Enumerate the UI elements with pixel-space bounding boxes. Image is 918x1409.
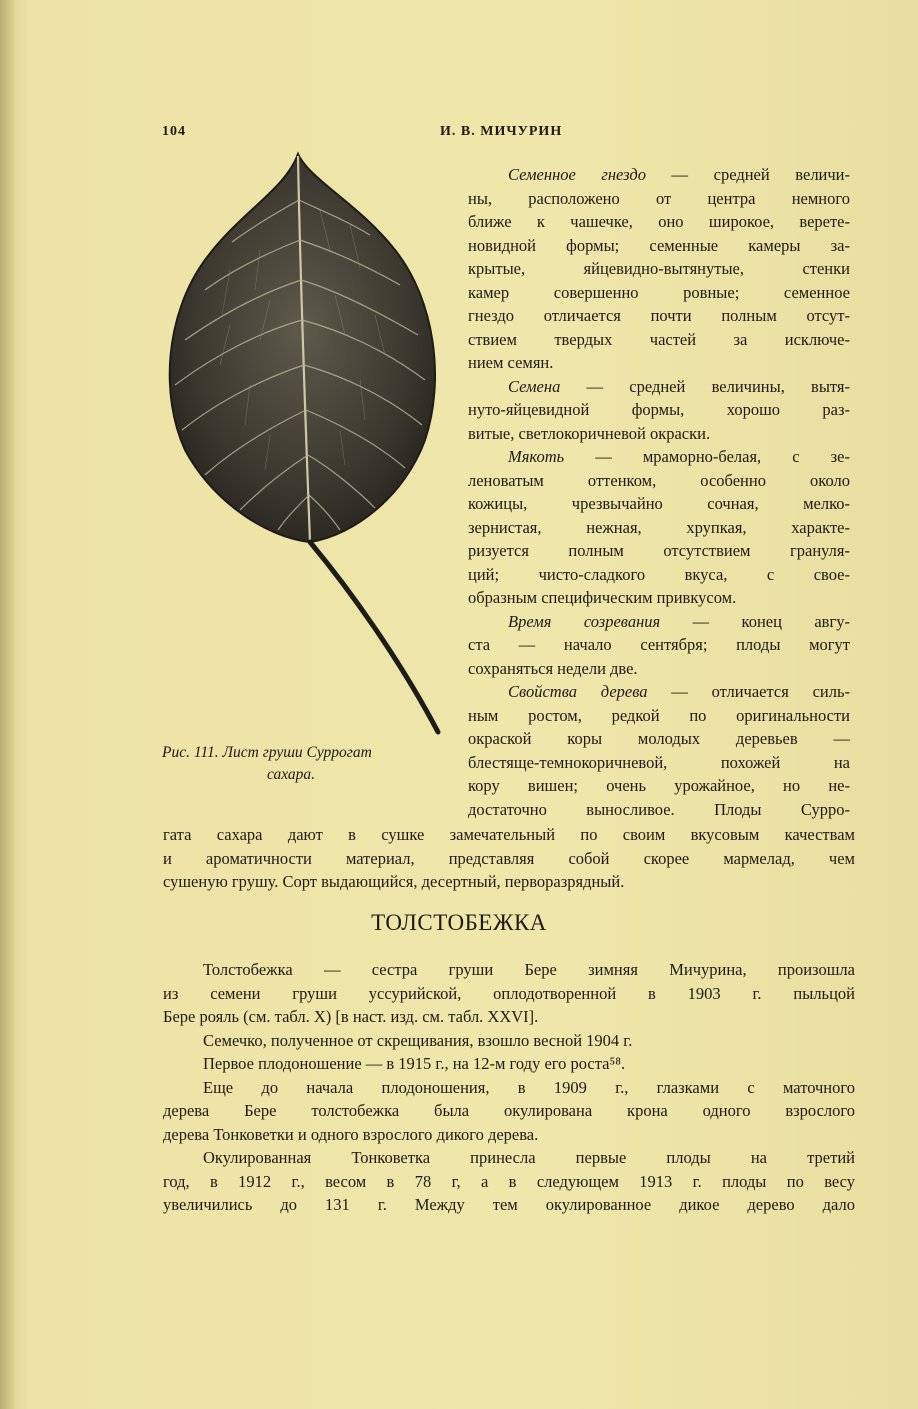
paragraph-text: — конец авгу-: [660, 611, 850, 631]
text-line: кору вишен; очень урожайное, но не-: [468, 776, 850, 795]
text-line: гата сахара дают в сушке замечательный по своим вкусовым качествам: [163, 825, 855, 844]
text-line: гнездо отличается почти полным отсут-: [468, 306, 850, 325]
text-line: леноватым оттенком, особенно около: [468, 470, 850, 490]
text-line: Бере рояль (см. табл. X) [в наст. изд. см. табл. XXVI].: [163, 1007, 539, 1026]
paragraph-text: — средней величи-: [645, 165, 851, 184]
text-line: Толстобежка — сестра груши Бере зимняя Мичурина, произошла: [203, 960, 855, 979]
caption-line-1: Рис. 111. Лист груши Суррогат: [162, 744, 372, 761]
text-line: Семечко, полученное от скрещивания, взошло весной 1904 г.: [203, 1030, 633, 1050]
pear-leaf-illustration: [160, 150, 460, 750]
caption-line-2: сахара.: [267, 766, 316, 783]
text-line: ста — начало сентября; плоды могут: [468, 635, 850, 654]
figure-caption: [162, 742, 452, 786]
text-line: и ароматичности материал, представляя собой скорее мармелад, чем: [163, 848, 855, 868]
page-number: 104: [162, 124, 186, 139]
text-line: год, в 1912 г., весом в 78 г, а в следующем 1913 г. плоды по весу: [163, 1171, 855, 1191]
text-line: крытые, яйцевидно-вытянутые, стенки: [468, 259, 850, 278]
section-title: ТОЛСТОБЕЖКА: [371, 910, 547, 935]
text-line: сохраняться недели две.: [468, 658, 638, 678]
text-line: ным ростом, редкой по оригинальности: [468, 705, 850, 725]
text-line: дерева Бере толстобежка была окулирована крона одного взрослого: [163, 1101, 855, 1120]
paragraph-text: — средней величины, вытя-: [560, 376, 850, 396]
text-line: ны, расположено от центра немного: [468, 188, 850, 208]
text-line: [508, 610, 850, 634]
text-line: [508, 445, 850, 469]
paragraph-lead: Время созревания: [508, 611, 661, 631]
text-line: нуто-яйцевидной формы, хорошо раз-: [468, 400, 850, 419]
text-line: [508, 375, 850, 399]
text-line: блестяще-темнокоричневой, похожей на: [468, 752, 850, 772]
page-binding-shadow: [0, 0, 14, 1409]
paragraph-lead: Семенное гнездо: [508, 165, 646, 184]
paragraph-lead: Мякоть: [508, 447, 565, 466]
text-line: образным специфическим привкусом.: [468, 588, 737, 607]
text-line: [508, 163, 850, 187]
text-line: ствием твердых частей за исключе-: [468, 329, 850, 349]
text-line: увеличились до 131 г. Между тем окулированное дикое дерево дало: [163, 1195, 855, 1214]
text-line: достаточно выносливое. Плоды Сурро-: [468, 799, 850, 819]
text-line: камер совершенно ровные; семенное: [468, 282, 850, 302]
paragraph-text: — отличается силь-: [647, 682, 850, 701]
text-line: кожицы, чрезвычайно сочная, мелко-: [468, 494, 850, 513]
text-line: Окулированная Тонковетка принесла первые плоды на третий: [203, 1148, 855, 1167]
pear-leaf-figure: [160, 150, 460, 750]
text-line: витые, светлокоричневой окраски.: [468, 423, 711, 443]
text-line: Первое плодоношение — в 1915 г., на 12-м году его роста⁵⁸.: [203, 1054, 626, 1073]
text-line: ближе к чашечке, оно широкое, верете-: [468, 212, 850, 231]
paragraph-lead: Семена: [508, 376, 561, 396]
text-line: Еще до начала плодоношения, в 1909 г., глазками с маточного: [203, 1077, 855, 1097]
text-line: новидной формы; семенные камеры за-: [468, 235, 850, 255]
text-line: [508, 680, 850, 704]
text-line: окраской коры молодых деревьев —: [468, 729, 850, 748]
running-head: И. В. МИЧУРИН: [440, 124, 563, 139]
paragraph-lead: Свойства дерева: [508, 682, 648, 701]
text-line: нием семян.: [468, 353, 554, 372]
text-line: ризуется полным отсутствием грануля-: [468, 541, 850, 560]
page-header: [162, 124, 862, 146]
text-line: из семени груши уссурийской, оплодотворенной в 1903 г. пыльцой: [163, 983, 855, 1003]
text-line: ций; чисто-сладкого вкуса, с свое-: [468, 564, 850, 584]
text-line: зернистая, нежная, хрупкая, характе-: [468, 517, 850, 537]
text-line: сушеную грушу. Сорт выдающийся, десертный, перворазрядный.: [163, 872, 625, 891]
paragraph-text: — мраморно-белая, с зе-: [564, 447, 850, 466]
text-line: дерева Тонковетки и одного взрослого дикого дерева.: [163, 1124, 539, 1144]
